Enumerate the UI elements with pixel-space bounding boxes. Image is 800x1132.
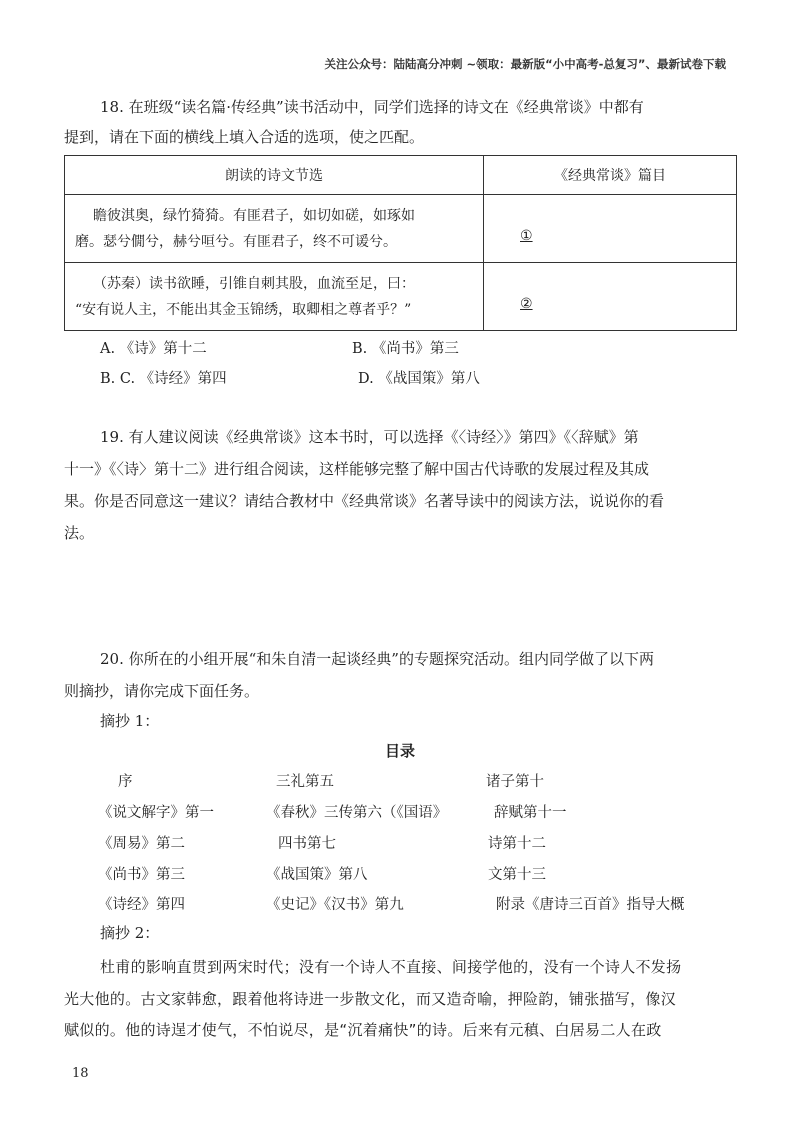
toc-item: 《周易》第二 [98, 836, 185, 852]
q19-line-2: 十一》《〈诗〉第十二》进行组合阅读，这样能够完整了解中国古代诗歌的发展过程及其成 [64, 460, 650, 478]
toc-item: 文第十三 [488, 867, 546, 883]
q19-line-4: 法。 [64, 524, 95, 542]
toc-item: 《尚书》第三 [98, 867, 185, 883]
matching-table [64, 155, 737, 331]
table-row-excerpt-2 [65, 263, 484, 331]
toc-item: 《史记》《汉书》第九 [266, 897, 404, 913]
excerpt-line: （苏秦）读书欲睡，引锥自刺其股，血流至足，曰： [93, 275, 415, 292]
option-c[interactable]: B. C. 《诗经》第四 [100, 371, 227, 387]
excerpt2-line-2: 光大他的。古文家韩愈，跟着他将诗进一步散文化，而又造奇喻，押险韵，铺张描写，像汉 [64, 990, 677, 1008]
answer-blank-1[interactable]: ① [484, 195, 737, 263]
toc-item: 《诗经》第四 [98, 897, 185, 913]
option-d[interactable]: D. 《战国策》第八 [358, 371, 480, 387]
option-a[interactable]: A. 《诗》第十二 [100, 341, 207, 357]
toc-item: 四书第七 [278, 836, 336, 852]
answer-blank-2[interactable]: ② [484, 263, 737, 331]
toc-item: 辞赋第十一 [494, 805, 567, 821]
excerpt-line: 磨。瑟兮僩兮，赫兮咺兮。有匪君子，终不可谖兮。 [75, 233, 397, 250]
excerpt-line: 瞻彼淇奥，绿竹猗猗。有匪君子，如切如磋，如琢如 [93, 207, 415, 224]
page-header: 关注公众号：陆陆高分冲刺 ~领取：最新版“小中高考-总复习”、最新试卷下载 [324, 57, 726, 71]
toc-item: 诸子第十 [486, 774, 544, 790]
table-row-excerpt-1 [65, 195, 484, 263]
toc-item: 三礼第五 [276, 774, 334, 790]
excerpt2-line-1: 杜甫的影响直贯到两宋时代；没有一个诗人不直接、间接学他的，没有一个诗人不发扬 [100, 958, 682, 976]
excerpt1-label: 摘抄 1： [100, 712, 160, 730]
q20-line-1: 20. 你所在的小组开展“和朱自清一起谈经典”的专题探究活动。组内同学做了以下两 [100, 650, 654, 668]
option-b[interactable]: B. 《尚书》第三 [352, 341, 459, 357]
q19-line-1: 19. 有人建议阅读《经典常谈》这本书时，可以选择《〈诗经〉》第四》《〈辞赋》第 [100, 428, 639, 446]
toc-item: 诗第十二 [488, 836, 546, 852]
toc-item: 《说文解字》第一 [98, 805, 214, 821]
excerpt-line: “安有说人主，不能出其金玉锦绣，取卿相之尊者乎？” [75, 301, 412, 318]
q19-line-3: 果。你是否同意这一建议？请结合教材中《经典常谈》名著导读中的阅读方法，说说你的看 [64, 492, 665, 510]
toc-item: 《春秋》三传第六（《国语》 [266, 805, 448, 821]
q18-line-2: 提到，请在下面的横线上填入合适的选项，使之匹配。 [64, 128, 425, 146]
toc-item: 附录《唐诗三百首》指导大概 [496, 897, 685, 913]
toc-item: 《战国策》第八 [266, 867, 368, 883]
table-header-chapter: 《经典常谈》篇目 [484, 156, 737, 195]
toc-item: 序 [118, 774, 133, 790]
excerpt2-label: 摘抄 2： [100, 924, 160, 942]
q18-line-1: 18. 在班级“读名篇·传经典”读书活动中，同学们选择的诗文在《经典常谈》中都有 [100, 98, 644, 116]
table-header-excerpt: 朗读的诗文节选 [65, 156, 484, 195]
toc-title: 目录 [384, 742, 415, 760]
q20-line-2: 则摘抄，请你完成下面任务。 [64, 682, 260, 700]
excerpt2-line-3: 赋似的。他的诗逞才使气，不怕说尽，是“沉着痛快”的诗。后来有元稹、白居易二人在政 [64, 1021, 662, 1039]
page-number: 18 [72, 1066, 89, 1081]
